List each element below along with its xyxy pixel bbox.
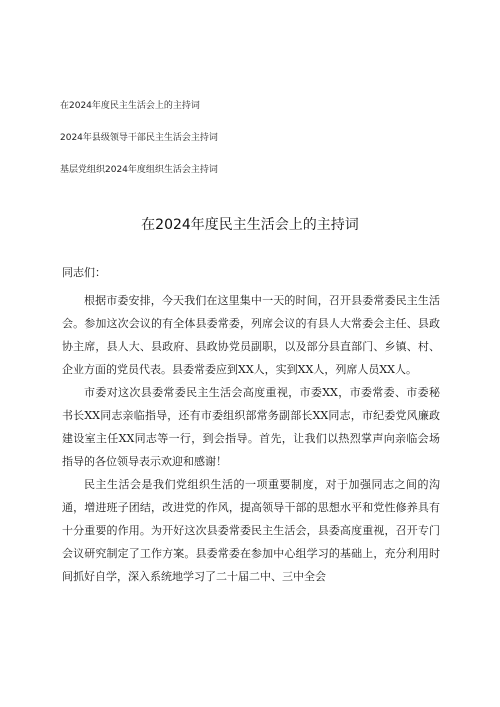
table-of-contents [60, 100, 440, 196]
paragraph-3: 民主生活会是我们党组织生活的一项重要制度，对于加强同志之间的沟通，增进班子团结，改进党的作风，提高领导干部的思想水平和党性修养具有十分重要的作用。为开好这次县委常委民主生活会，县委高度重视，召开专门会议研究制定了工作方案。县委常委在参加中心组学习的基础上，充分利用时间抓好自学，深入系统地学习了二十届二中、三中全会 [62, 478, 440, 583]
toc-item-3[interactable]: 基层党组织2024年度组织生活会主持词 [60, 165, 218, 175]
toc-item-1[interactable]: 在2024年度民主生活会上的主持词 [60, 101, 200, 111]
document-body [62, 264, 440, 588]
paragraph-1: 根据市委安排，今天我们在这里集中一天的时间，召开县委常委民主生活会。参加这次会议的有全体县委常委，列席会议的有县人大常委会主任、县政协主席，县人大、县政府、县政协党员副职，以及部分县直部门、乡镇、村、企业方面的党员代表。县委常委应到XX人，实到XX人，列席人员XX人。 [62, 294, 440, 376]
document-title: 在2024年度民主生活会上的主持词 [141, 217, 359, 233]
toc-item-2[interactable]: 2024年县级领导干部民主生活会主持词 [60, 133, 218, 143]
paragraph-2: 市委对这次县委常委民主生活会高度重视，市委XX，市委常委、市委秘书长XX同志亲临指导，还有市委组织部常务副部长XX同志，市纪委党风廉政建设室主任XX同志等一行，到会指导。首先，让我们以热烈掌声向亲临会场指导的各位领导表示欢迎和感谢！ [62, 386, 440, 468]
salutation: 同志们： [62, 266, 106, 279]
